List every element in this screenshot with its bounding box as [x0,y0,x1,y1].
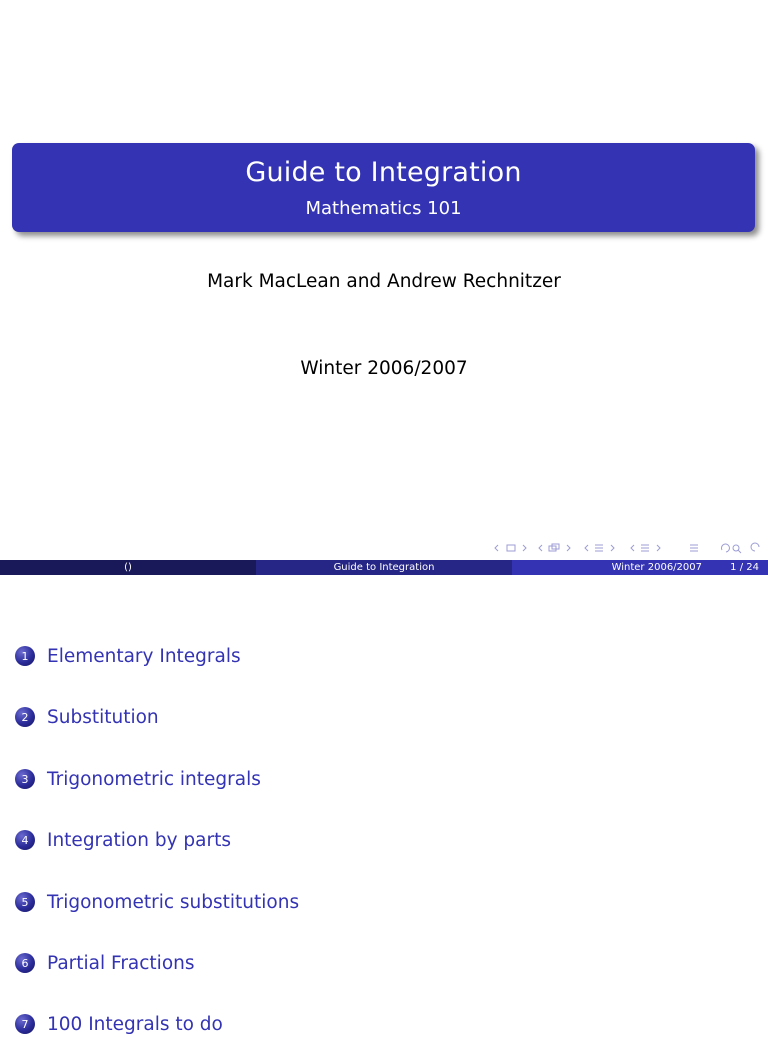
section-number-ball: 2 [15,707,35,727]
section-number-ball: 1 [15,646,35,666]
authors: Mark MacLean and Andrew Rechnitzer [207,271,561,292]
toc-item[interactable] [15,643,241,669]
presentation-date: Winter 2006/2007 [300,358,468,379]
footer-title: Guide to Integration [256,560,512,575]
toc-item[interactable] [15,827,231,853]
toc-item-label: Integration by parts [47,829,231,851]
toc-item[interactable] [15,1011,223,1037]
footer-date: Winter 2006/2007 [611,562,702,573]
toc-item[interactable] [15,950,195,976]
beamer-navigation-symbols [493,541,763,555]
toc-item-label: Partial Fractions [47,952,195,974]
section-number-ball: 6 [15,953,35,973]
title-box [12,143,755,232]
toc-item-label: Elementary Integrals [47,645,241,667]
section-number-ball: 3 [15,769,35,789]
toc-item[interactable] [15,766,261,792]
toc-item[interactable] [15,704,159,730]
section-number-ball: 5 [15,892,35,912]
slide-subtitle: Mathematics 101 [305,198,462,219]
footer-page-number: 1 / 24 [730,562,759,573]
section-number-ball: 4 [15,830,35,850]
toc-item-label: Trigonometric integrals [47,768,261,790]
toc-item-label: Trigonometric substitutions [47,891,300,913]
toc-item-label: 100 Integrals to do [47,1013,223,1035]
footer-info [512,560,768,575]
footer-bar [0,560,768,575]
toc-item-label: Substitution [47,706,159,728]
slide-title: Guide to Integration [245,157,522,188]
section-number-ball: 7 [15,1014,35,1034]
nav-symbols-icon[interactable] [493,541,763,555]
toc-item[interactable] [15,889,299,915]
footer-author: () [0,560,256,575]
